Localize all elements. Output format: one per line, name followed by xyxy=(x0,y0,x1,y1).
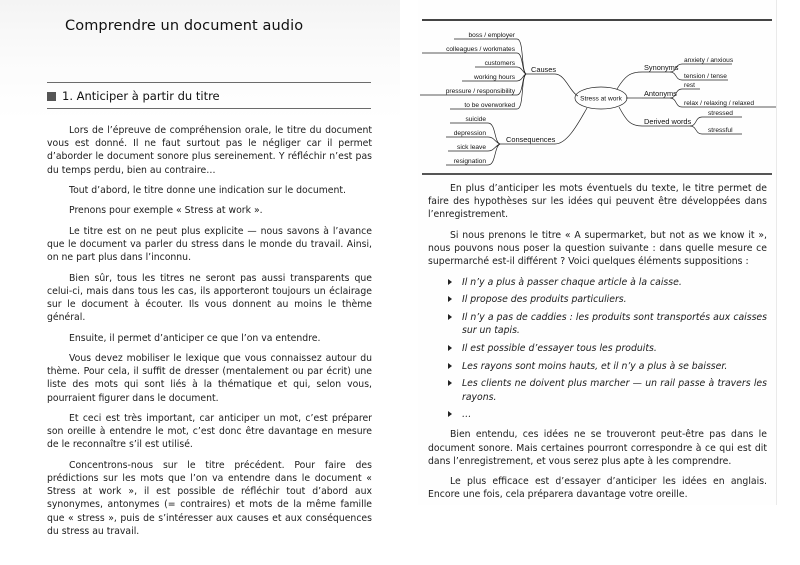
triangle-bullet-icon xyxy=(448,314,452,320)
mindmap-branch-derived-words: Derived words xyxy=(644,117,692,126)
mindmap-branch-consequences: Consequences xyxy=(506,135,556,144)
mindmap-consequence-item: resignation xyxy=(453,158,486,165)
list-item xyxy=(448,342,767,355)
triangle-bullet-icon xyxy=(448,380,452,386)
mindmap-synonym-item: anxiety / anxious xyxy=(684,57,734,64)
paragraph: Vous devez mobiliser le lexique que vous connaissez autour du thème. Pour cela, il suffit de dresser (mentalement ou par écrit) une liste des mots qui sont liés à la thématique et qui, selon vous, pourraient figurer dans le document. xyxy=(47,352,372,404)
mindmap-antonym-item: relax / relaxing / relaxed xyxy=(684,100,755,107)
mindmap-cause-item: to be overworked xyxy=(464,102,515,109)
mindmap-cause-item: working hours xyxy=(473,74,515,81)
triangle-bullet-icon xyxy=(448,411,452,417)
chapter-title: Comprendre un document audio xyxy=(65,18,304,34)
mindmap-derived-item: stressful xyxy=(708,127,733,134)
paragraph: En plus d’anticiper les mots éventuels du texte, le titre permet de faire des hypothèses sur les idées qui peuvent être développées dans l’enregistrement. xyxy=(428,183,767,221)
list-item-text: Les clients ne doivent plus marcher — un rail passe à travers les rayons. xyxy=(462,378,767,403)
mindmap-cause-item: customers xyxy=(484,60,515,67)
paragraph: Prenons pour exemple « Stress at work ». xyxy=(69,205,263,217)
mindmap-synonym-item: tension / tense xyxy=(684,73,727,80)
paragraph: Le plus efficace est d’essayer d’anticiper les idées en anglais. Encore une fois, cela préparera davantage votre oreille. xyxy=(428,476,767,501)
mindmap-center-node: Stress at work xyxy=(580,95,622,103)
mindmap-cause-item: pressure / responsibility xyxy=(445,88,515,95)
mindmap-branch-antonyms: Antonyms xyxy=(644,89,677,98)
paragraph: Lors de l’épreuve de compréhension orale, le titre du document vous est donné. Il ne faut surtout pas le négliger car il permet d’aborder le document sonore plus sereinement. Y réfléchir n’est pas du temps perdu, bien au contraire… xyxy=(47,125,372,176)
section-bottom-rule xyxy=(47,108,371,109)
filled-square-icon xyxy=(47,92,56,101)
paragraph: Ensuite, il permet d’anticiper ce que l’on va entendre. xyxy=(69,332,321,344)
list-item-text: Les rayons sont moins hauts, et il n’y a plus à se baisser. xyxy=(462,360,728,372)
suppositions-list xyxy=(428,276,767,422)
paragraph: Bien entendu, ces idées ne se trouveront peut-être pas dans le document sonore. Mais certaines pourront correspondre à ce qui est dit dans l’enregistrement, et vous serez plus apte à les comprendre. xyxy=(428,429,767,467)
list-item-text: Il n’y a pas de caddies : les produits sont transportés aux caisses sur un tapis. xyxy=(462,312,767,337)
mindmap-cause-item: colleagues / workmates xyxy=(446,46,515,53)
list-item xyxy=(448,293,767,306)
paragraph: Tout d’abord, le titre donne une indication sur le document. xyxy=(69,185,346,196)
section-top-rule xyxy=(47,82,371,83)
mindmap-consequence-item: sick leave xyxy=(457,144,486,151)
list-item xyxy=(448,408,767,421)
mindmap-consequence-item: suicide xyxy=(465,116,486,123)
left-body-text xyxy=(47,124,372,545)
paragraph: Concentrons-nous sur le titre précédent. Pour faire des prédictions sur les mots que l’on va entendre dans le document « Stress at work », il est possible de réfléchir tout d’abord aux synonymes, antonymes (= contraires) et mots de la même famille que « stress », puis de s’intéresser aux causes et aux conséquences du stress au travail. xyxy=(47,459,372,537)
list-item xyxy=(448,311,767,337)
paragraph: Le titre est on ne peut plus explicite — nous savons à l’avance que le document va parler du stress dans le monde du travail. Ainsi, on ne part plus dans l’inconnu. xyxy=(47,225,372,264)
mindmap-antonym-item: rest xyxy=(684,82,695,89)
stress-mindmap-diagram xyxy=(420,10,780,170)
mindmap-branch-causes: Causes xyxy=(531,65,557,74)
section-title: 1. Anticiper à partir du titre xyxy=(62,89,220,103)
triangle-bullet-icon xyxy=(448,296,452,302)
mindmap-derived-item: stressed xyxy=(708,110,733,117)
right-body-text xyxy=(428,182,767,509)
mindmap-branch-synonyms: Synonyms xyxy=(644,63,679,72)
list-item xyxy=(448,360,767,373)
list-item xyxy=(448,276,767,289)
paragraph: Et ceci est très important, car anticiper un mot, c’est préparer son oreille à entendre le mot, c’est donc être davantage en mesure de le reconnaître s’il est utilisé. xyxy=(47,412,372,451)
list-item-text: Il propose des produits particuliers. xyxy=(462,294,627,306)
section-header xyxy=(47,89,220,103)
mindmap-cause-item: boss / employer xyxy=(468,32,515,39)
triangle-bullet-icon xyxy=(448,279,452,285)
triangle-bullet-icon xyxy=(448,345,452,351)
paragraph: Si nous prenons le titre « A supermarket, but not as we know it », nous pouvons nous poser la question suivante : dans quelle mesure ce supermarché est-il différent ? Voici quelques éléments suppositions : xyxy=(428,229,767,268)
paragraph: Bien sûr, tous les titres ne seront pas aussi transparents que celui-ci, mais dans tous les cas, ils apporteront toujours un éclairage sur le document à écouter. Ils vous donnent au moins le thème général. xyxy=(47,272,372,324)
mindmap-consequence-item: depression xyxy=(453,130,486,137)
list-item-text: … xyxy=(462,409,472,421)
list-item-text: Il est possible d’essayer tous les produits. xyxy=(462,342,657,354)
triangle-bullet-icon xyxy=(448,363,452,369)
list-item xyxy=(448,377,767,403)
right-mid-rule xyxy=(422,173,772,175)
list-item-text: Il n’y a plus à passer chaque article à la caisse. xyxy=(462,276,682,288)
